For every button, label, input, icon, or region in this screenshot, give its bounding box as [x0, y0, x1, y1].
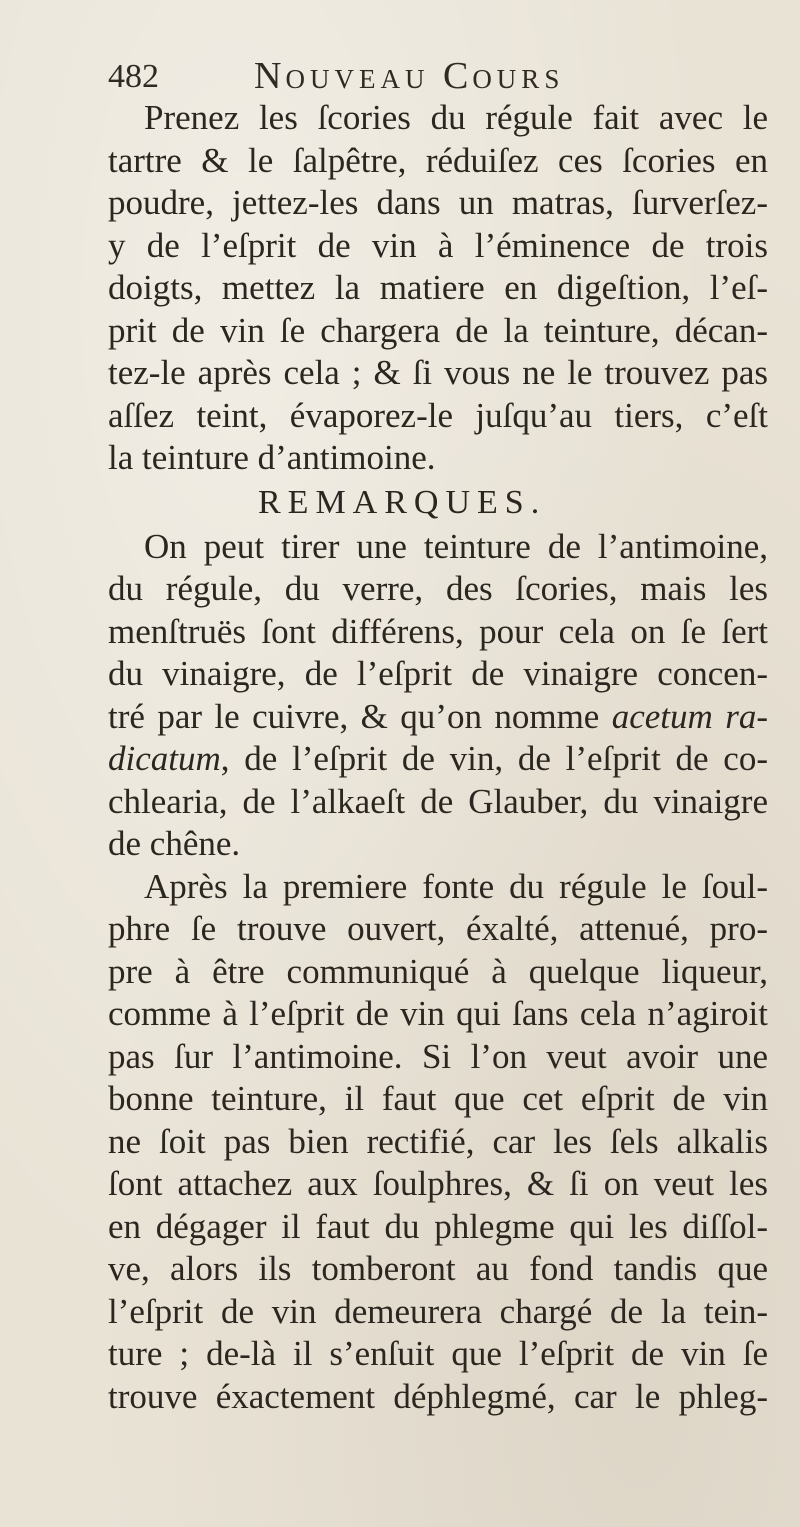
text-line: doigts, mettez la matiere en digeſtion, l’eſ-	[108, 268, 768, 307]
paragraph-3	[108, 866, 768, 1419]
text-line: comme à l’eſprit de vin qui ſans cela n’agiroit	[108, 994, 768, 1033]
text-line: ture ; de-là il s’enſuit que l’eſprit de vin ſe	[108, 1334, 768, 1373]
text-line: du vinaigre, de l’eſprit de vinaigre concen-	[108, 654, 768, 693]
text-line: la teinture d’antimoine.	[108, 438, 436, 477]
text-line: de chêne.	[108, 824, 241, 863]
latin-term: dicatum	[108, 739, 221, 778]
text-line: tez-le après cela ; & ſi vous ne le trouvez pas	[108, 353, 768, 392]
text-line	[108, 696, 768, 739]
text-line: pas ſur l’antimoine. Si l’on veut avoir une	[108, 1036, 768, 1076]
text-line: y de l’eſprit de vin à l’éminence de trois	[108, 225, 768, 265]
running-title	[254, 54, 564, 98]
text-line: poudre, jettez-les dans un matras, ſurverſez-	[108, 183, 768, 222]
section-heading: REMARQUES.	[258, 483, 547, 521]
body-text	[108, 97, 768, 1418]
text-line: phre ſe trouve ouvert, éxalté, attenué, pro-	[108, 909, 768, 948]
running-title-initial-c: C	[429, 55, 473, 97]
text-line: pre à être communiqué à quelque liqueur,	[108, 951, 768, 991]
text-line: ne ſoit pas bien rectifié, car les ſels alkalis	[108, 1121, 768, 1161]
running-title-smallcaps-2: OURS	[472, 64, 565, 94]
text-segment: , de l’eſprit de vin, de l’eſprit de co-	[220, 739, 768, 778]
text-line: prit de vin ſe chargera de la teinture, décan-	[108, 310, 768, 350]
text-line: Après la premiere fonte du régule le ſoul-	[144, 866, 768, 906]
latin-term: acetum ra-	[611, 696, 768, 736]
text-line: ſont attachez aux ſoulphres, & ſi on veut les	[108, 1164, 768, 1203]
text-line: Prenez les ſcories du régule fait avec le	[144, 98, 768, 137]
text-line: en dégager il faut du phlegme qui les diſſol-	[108, 1206, 768, 1246]
text-line: On peut tirer une teinture de l’antimoine,	[144, 526, 768, 566]
text-line: aſſez teint, évaporez-le juſqu’au tiers, c’eſt	[108, 395, 768, 435]
text-line: menſtruës ſont différens, pour cela on ſe ſert	[108, 611, 768, 651]
text-segment: tré par le cuivre, & qu’on nomme	[108, 696, 612, 736]
text-line	[108, 738, 768, 781]
paragraph-1	[108, 97, 768, 480]
text-line: tartre & le ſalpêtre, réduiſez ces ſcories en	[108, 140, 768, 180]
running-title-smallcaps-1: OUVEAU	[285, 64, 430, 94]
running-title-initial-n: N	[254, 55, 286, 97]
text-line: du régule, du verre, des ſcories, mais les	[108, 569, 768, 608]
text-line: ve, alors ils tomberont au fond tandis que	[108, 1249, 768, 1288]
text-line: chlearia, de l’alkaeſt de Glauber, du vinaigre	[108, 781, 768, 821]
page-number: 482	[108, 58, 159, 95]
text-line: bonne teinture, il faut que cet eſprit de vin	[108, 1079, 768, 1118]
text-line: l’eſprit de vin demeurera chargé de la tein-	[108, 1291, 768, 1331]
paragraph-2	[108, 526, 768, 866]
text-line: trouve éxactement déphlegmé, car le phleg-	[108, 1376, 768, 1416]
